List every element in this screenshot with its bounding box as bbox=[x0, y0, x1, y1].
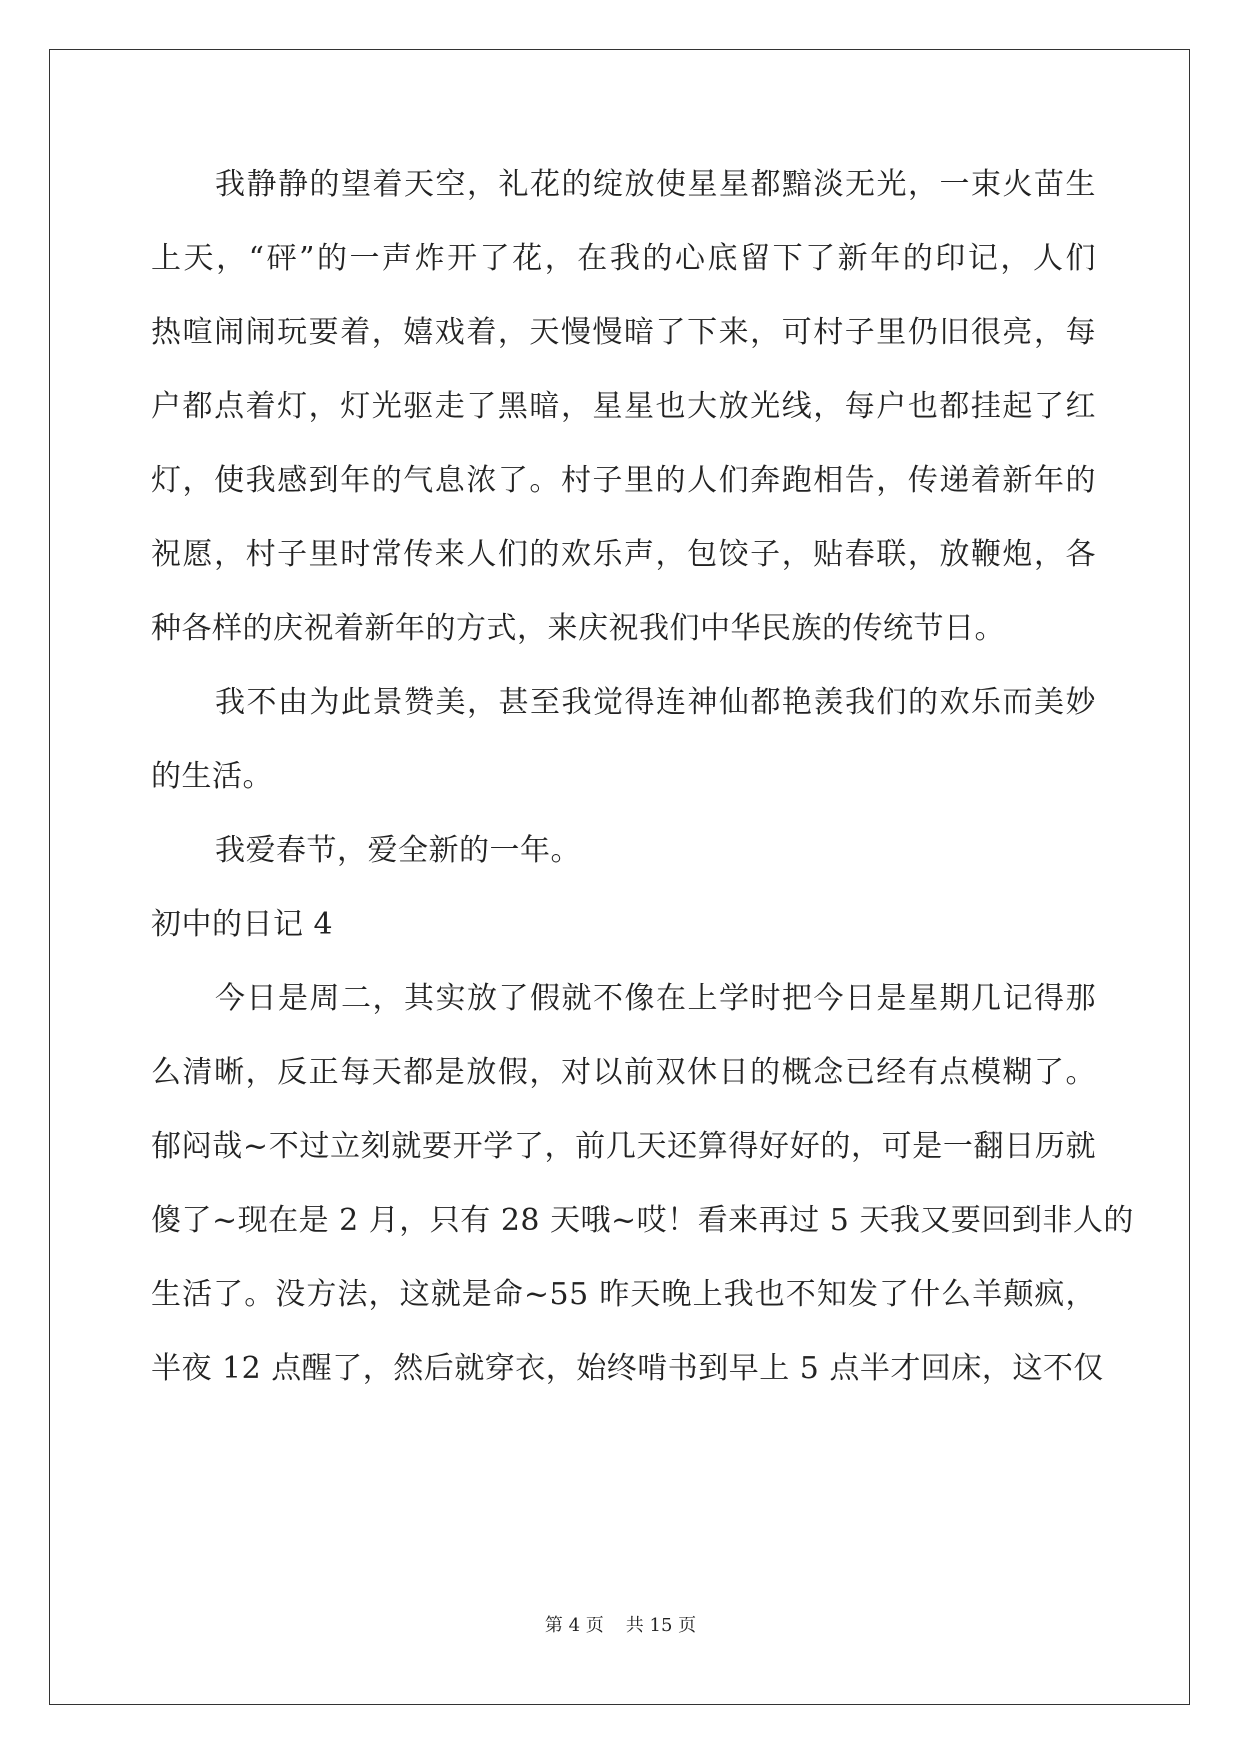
paragraph-1-line-1: 我静静的望着天空，礼花的绽放使星星都黯淡无光，一束火苗生 bbox=[215, 167, 1096, 202]
paragraph-3-line-1: 我爱春节，爱全新的一年。 bbox=[215, 833, 581, 868]
paragraph-4-line-1: 今日是周二，其实放了假就不像在上学时把今日是星期几记得那 bbox=[215, 981, 1096, 1016]
paragraph-1-line-2: 上天，“砰”的一声炸开了花，在我的心底留下了新年的印记，人们 bbox=[151, 241, 1096, 276]
paragraph-4-line-3: 郁闷哉~不过立刻就要开学了，前几天还算得好好的，可是一翻日历就 bbox=[151, 1129, 1096, 1164]
section-heading: 初中的日记 4 bbox=[151, 907, 334, 942]
paragraph-4-line-4: 傻了~现在是 2 月，只有 28 天哦~哎！看来再过 5 天我又要回到非人的 bbox=[151, 1203, 1134, 1238]
paragraph-2-line-2: 的生活。 bbox=[151, 759, 273, 794]
paragraph-4-line-2: 么清晰，反正每天都是放假，对以前双休日的概念已经有点模糊了。 bbox=[151, 1055, 1096, 1090]
page-footer bbox=[0, 1611, 1241, 1637]
page-border bbox=[49, 49, 1190, 1705]
paragraph-1-line-7: 种各样的庆祝着新年的方式，来庆祝我们中华民族的传统节日。 bbox=[151, 611, 1005, 646]
paragraph-1-line-6: 祝愿，村子里时常传来人们的欢乐声，包饺子，贴春联，放鞭炮，各 bbox=[151, 537, 1096, 572]
paragraph-1-line-4: 户都点着灯，灯光驱走了黑暗，星星也大放光线，每户也都挂起了红 bbox=[151, 389, 1096, 424]
paragraph-1-line-5: 灯，使我感到年的气息浓了。村子里的人们奔跑相告，传递着新年的 bbox=[151, 463, 1096, 498]
paragraph-1-line-3: 热喧闹闹玩要着，嬉戏着，天慢慢暗了下来，可村子里仍旧很亮，每 bbox=[151, 315, 1096, 350]
paragraph-2-line-1: 我不由为此景赞美，甚至我觉得连神仙都艳羡我们的欢乐而美妙 bbox=[215, 685, 1096, 720]
page-number: 第 4 页 bbox=[544, 1615, 604, 1636]
paragraph-4-line-5: 生活了。没方法，这就是命~55 昨天晚上我也不知发了什么羊颠疯， bbox=[151, 1277, 1096, 1312]
paragraph-4-line-6: 半夜 12 点醒了，然后就穿衣，始终啃书到早上 5 点半才回床，这不仅 bbox=[151, 1351, 1104, 1386]
page-total: 共 15 页 bbox=[625, 1615, 697, 1636]
